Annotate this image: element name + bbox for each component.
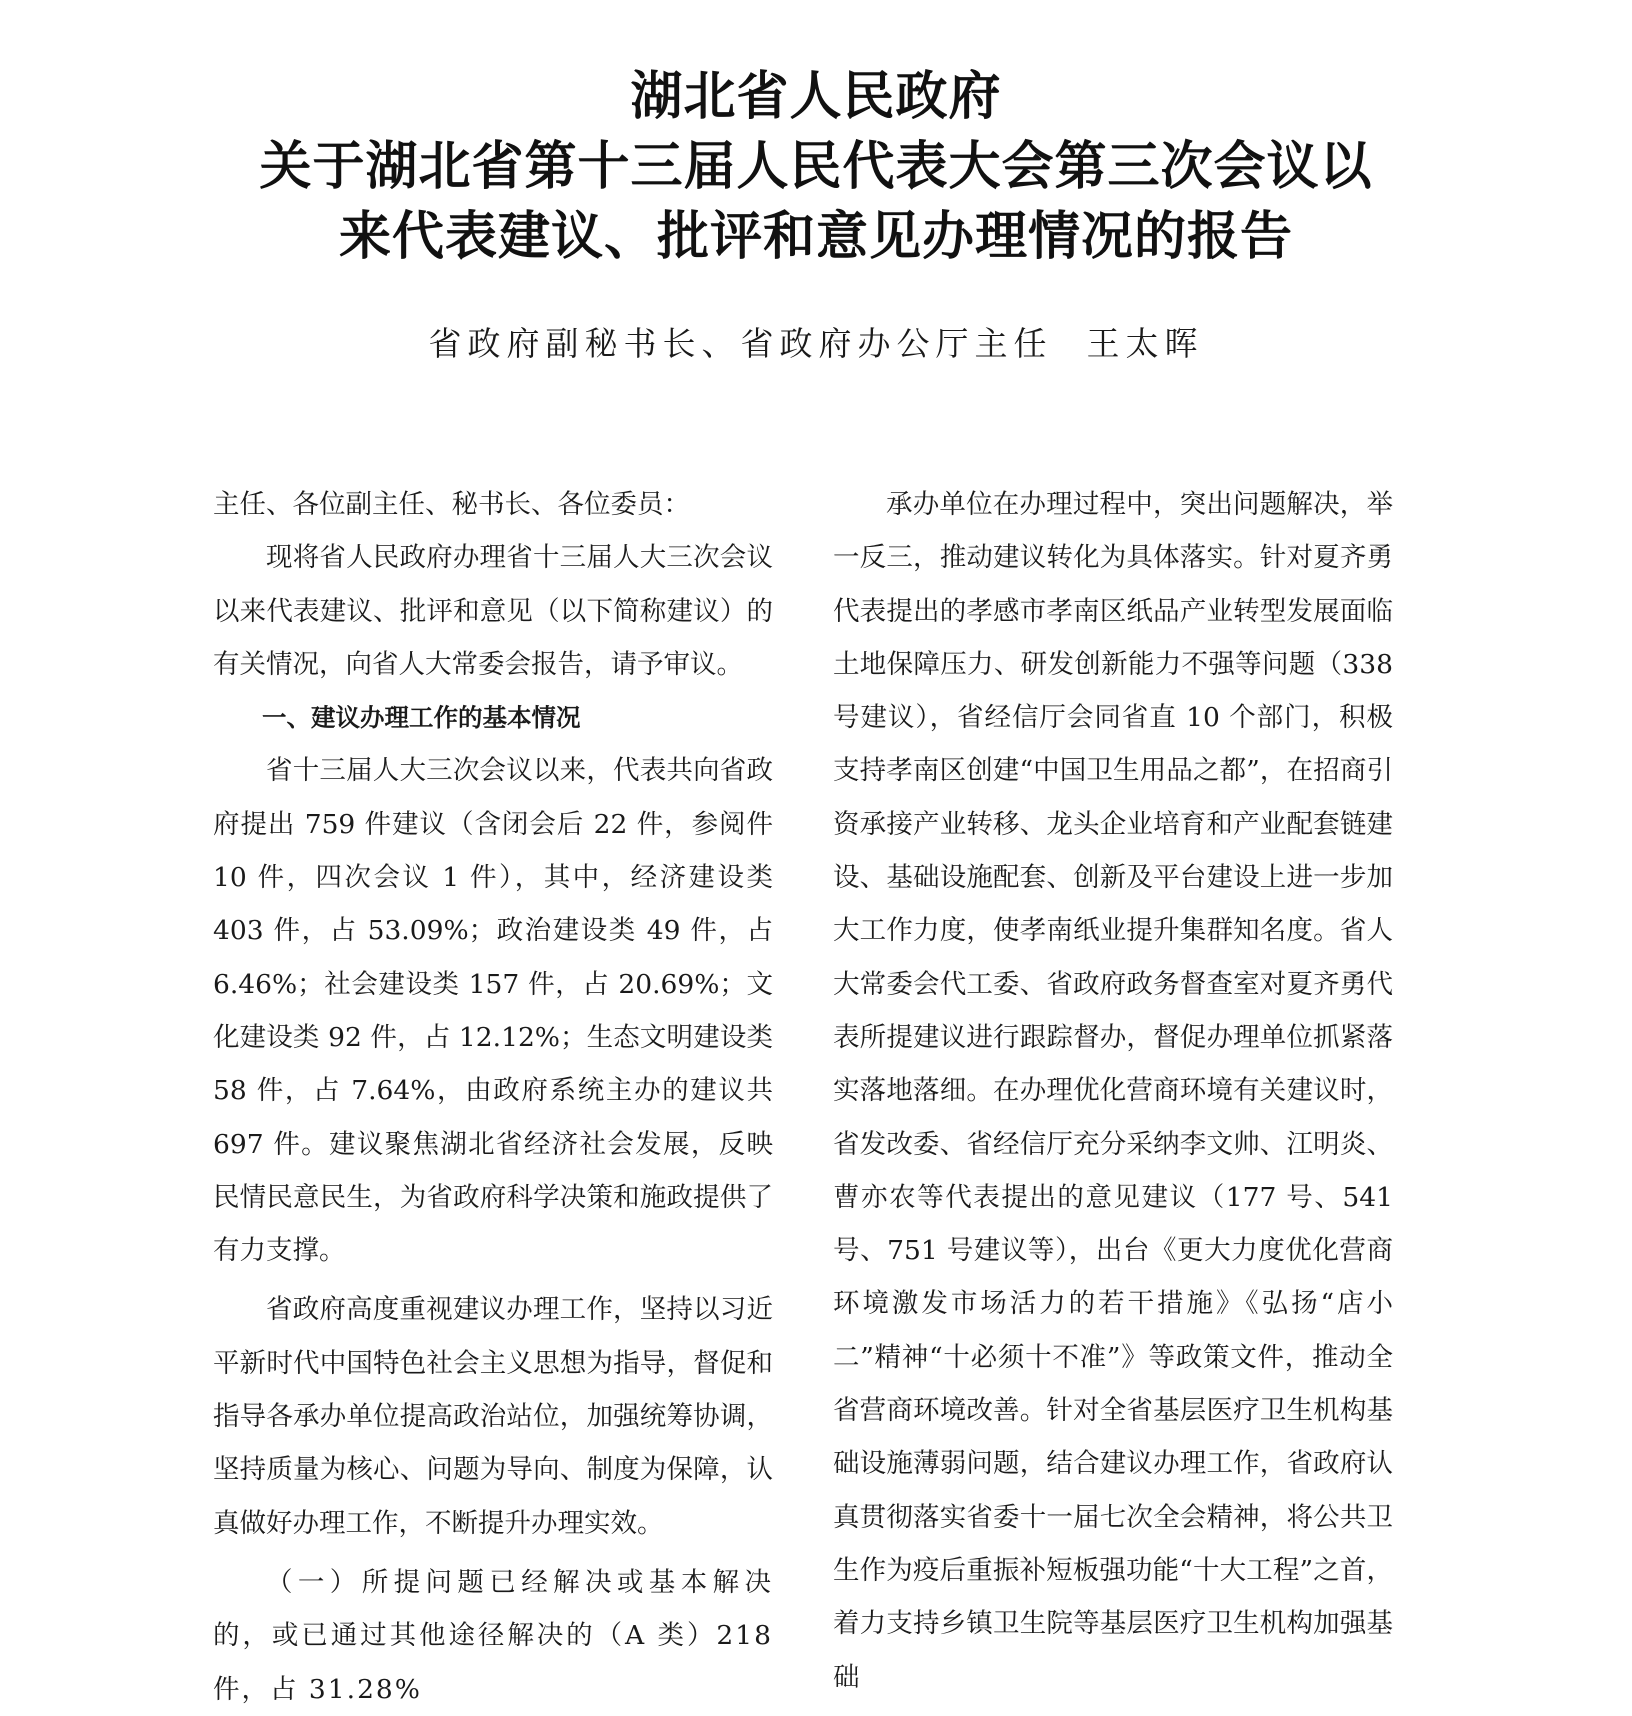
- author-position: 省政府副秘书长、省政府办公厅主任: [428, 324, 1053, 363]
- intro-paragraph: 现将省人民政府办理省十三届人大三次会议以来代表建议、批评和意见（以下简称建议）的有关情况，向省人大常委会报告，请予审议。: [213, 542, 773, 680]
- author-line: [0, 318, 1632, 365]
- subsection-a-heading: （一）所提问题已经解决或基本解决的，或已通过其他途径解决的（A 类）218 件，占 31.28%: [213, 1566, 773, 1705]
- section-heading-1: 一、建议办理工作的基本情况: [262, 703, 581, 733]
- title-line-2: 关于湖北省第十三届人民代表大会第三次会议以: [259, 137, 1373, 197]
- title-line-1: 湖北省人民政府: [630, 67, 1002, 127]
- author-name: 王太晖: [1086, 324, 1204, 363]
- left-column: [213, 478, 773, 1716]
- right-column: [833, 478, 1393, 1704]
- salutation: 主任、各位副主任、秘书长、各位委员：: [213, 489, 690, 520]
- report-title: [0, 62, 1632, 272]
- stats-paragraph: 省十三届人大三次会议以来，代表共向省政府提出 759 件建议（含闭会后 22 件，参阅件 10 件，四次会议 1 件），其中，经济建设类 403 件，占 53.09%；政治建设类 49 件，占 6.46%；社会建设类 157 件，占 20.69%；文化建设类 92 件，占 12.12%；生态文明建设类 58 件，占 7.64%，由政府系统主办的建议共 697 件。建议聚焦湖北省经济社会发展，反映民情民意民生，为省政府科学决策和施政提供了有力支撑。: [213, 755, 773, 1267]
- title-line-3: 来代表建议、批评和意见办理情况的报告: [338, 207, 1293, 267]
- work-paragraph: 省政府高度重视建议办理工作，坚持以习近平新时代中国特色社会主义思想为指导，督促和指导各承办单位提高政治站位，加强统筹协调，坚持质量为核心、问题为导向、制度为保障，认真做好办理工作，不断提升办理实效。: [213, 1294, 773, 1539]
- case-paragraph: 承办单位在办理过程中，突出问题解决，举一反三，推动建议转化为具体落实。针对夏齐勇代表提出的孝感市孝南区纸品产业转型发展面临土地保障压力、研发创新能力不强等问题（338 号建议），省经信厅会同省直 10 个部门，积极支持孝南区创建“中国卫生用品之都”，在招商引资承接产业转移、龙头企业培育和产业配套链建设、基础设施配套、创新及平台建设上进一步加大工作力度，使孝南纸业提升集群知名度。省人大常委会代工委、省政府政务督查室对夏齐勇代表所提建议进行跟踪督办，督促办理单位抓紧落实落地落细。在办理优化营商环境有关建议时，省发改委、省经信厅充分采纳李文帅、江明炎、曹亦农等代表提出的意见建议（177 号、541 号、751 号建议等），出台《更大力度优化营商环境激发市场活力的若干措施》《弘扬“店小二”精神“十必须十不准”》等政策文件，推动全省营商环境改善。针对全省基层医疗卫生机构基础设施薄弱问题，结合建议办理工作，省政府认真贯彻落实省委十一届七次全会精神，将公共卫生作为疫后重振补短板强功能“十大工程”之首，着力支持乡镇卫生院等基层医疗卫生机构加强基础: [833, 489, 1393, 1693]
